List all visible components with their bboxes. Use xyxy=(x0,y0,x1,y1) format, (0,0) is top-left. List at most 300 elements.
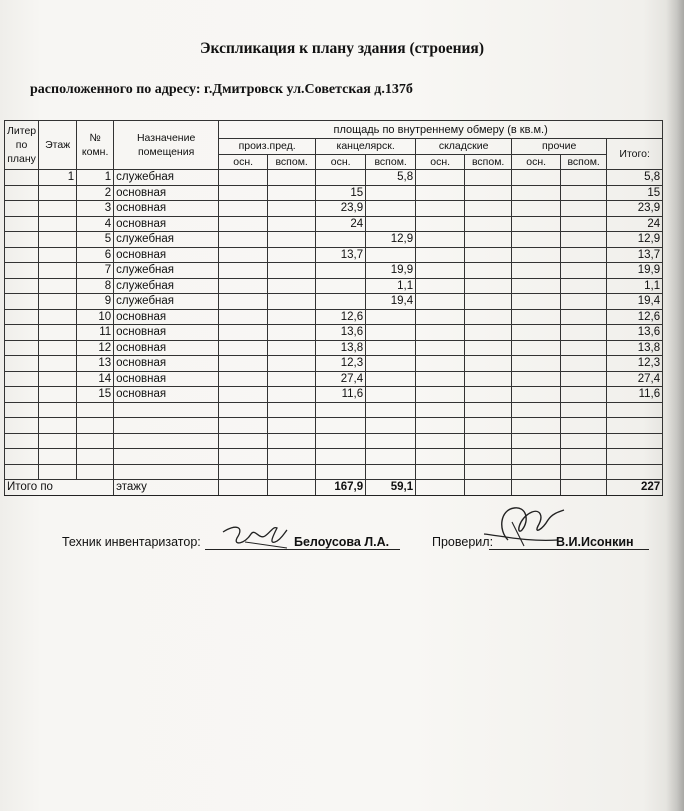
cell-office-aux xyxy=(366,356,416,372)
checked-label: Проверил: xyxy=(432,535,494,549)
cell-liter xyxy=(5,340,39,356)
cell-storage-main xyxy=(416,232,465,248)
cell-purpose: служебная xyxy=(114,294,219,310)
empty-cell xyxy=(77,433,114,449)
cell-other-main xyxy=(512,170,561,186)
empty-cell xyxy=(561,402,607,418)
empty-cell xyxy=(39,449,77,465)
cell-storage-aux xyxy=(465,263,512,279)
empty-cell xyxy=(39,418,77,434)
cell-office-main: 12,6 xyxy=(316,309,366,325)
cell-office-main xyxy=(316,263,366,279)
cell-total: 13,7 xyxy=(607,247,663,263)
total-storage-aux xyxy=(465,480,512,496)
cell-prod-aux xyxy=(268,278,316,294)
cell-total: 12,3 xyxy=(607,356,663,372)
cell-office-aux xyxy=(366,216,416,232)
cell-room-no: 6 xyxy=(77,247,114,263)
header-floor: Этаж xyxy=(39,121,77,170)
cell-other-main xyxy=(512,325,561,341)
cell-other-main xyxy=(512,247,561,263)
empty-cell xyxy=(5,418,39,434)
empty-cell xyxy=(607,433,663,449)
cell-prod-aux xyxy=(268,232,316,248)
cell-prod-aux xyxy=(268,263,316,279)
cell-total: 13,6 xyxy=(607,325,663,341)
cell-total: 27,4 xyxy=(607,371,663,387)
cell-storage-aux xyxy=(465,294,512,310)
cell-room-no: 1 xyxy=(77,170,114,186)
cell-liter xyxy=(5,185,39,201)
cell-storage-aux xyxy=(465,371,512,387)
empty-cell xyxy=(77,402,114,418)
header-purpose: Назначение помещения xyxy=(114,121,219,170)
empty-cell xyxy=(607,402,663,418)
cell-office-aux xyxy=(366,185,416,201)
document-title: Экспликация к плану здания (строения) xyxy=(200,40,484,57)
header-liter: Литер по плану xyxy=(5,121,39,170)
cell-office-main xyxy=(316,232,366,248)
header-sub-aux: вспом. xyxy=(561,154,607,170)
cell-purpose: основная xyxy=(114,201,219,217)
cell-room-no: 4 xyxy=(77,216,114,232)
cell-purpose: служебная xyxy=(114,170,219,186)
cell-office-aux: 1,1 xyxy=(366,278,416,294)
empty-cell xyxy=(114,449,219,465)
empty-cell xyxy=(316,418,366,434)
cell-storage-aux xyxy=(465,278,512,294)
cell-office-aux xyxy=(366,309,416,325)
cell-storage-main xyxy=(416,356,465,372)
table-row xyxy=(5,325,663,341)
table-row xyxy=(5,309,663,325)
empty-cell xyxy=(114,402,219,418)
empty-cell xyxy=(219,464,268,480)
empty-cell xyxy=(366,464,416,480)
cell-storage-main xyxy=(416,387,465,403)
empty-cell xyxy=(268,449,316,465)
cell-storage-main xyxy=(416,201,465,217)
cell-floor xyxy=(39,387,77,403)
cell-storage-aux xyxy=(465,340,512,356)
empty-cell xyxy=(366,433,416,449)
cell-floor xyxy=(39,325,77,341)
cell-other-aux xyxy=(561,247,607,263)
header-room-no: № комн. xyxy=(77,121,114,170)
cell-office-aux xyxy=(366,247,416,263)
cell-liter xyxy=(5,216,39,232)
empty-cell xyxy=(219,418,268,434)
cell-storage-main xyxy=(416,325,465,341)
empty-cell xyxy=(114,464,219,480)
cell-office-main xyxy=(316,170,366,186)
scan-edge-shadow xyxy=(666,0,684,811)
cell-other-main xyxy=(512,216,561,232)
empty-cell xyxy=(561,433,607,449)
empty-cell xyxy=(219,402,268,418)
total-label-right: этажу xyxy=(114,480,219,496)
cell-storage-aux xyxy=(465,201,512,217)
cell-office-main xyxy=(316,278,366,294)
empty-cell xyxy=(268,464,316,480)
cell-prod-aux xyxy=(268,201,316,217)
cell-office-aux: 19,4 xyxy=(366,294,416,310)
cell-office-main: 24 xyxy=(316,216,366,232)
cell-floor xyxy=(39,216,77,232)
cell-floor xyxy=(39,278,77,294)
empty-cell xyxy=(416,418,465,434)
header-total: Итого: xyxy=(607,139,663,170)
empty-cell xyxy=(465,449,512,465)
table-row xyxy=(5,263,663,279)
cell-prod-main xyxy=(219,170,268,186)
empty-cell xyxy=(465,418,512,434)
empty-cell xyxy=(512,464,561,480)
empty-cell xyxy=(114,433,219,449)
empty-cell xyxy=(416,433,465,449)
empty-cell xyxy=(5,433,39,449)
empty-cell xyxy=(366,418,416,434)
empty-cell xyxy=(5,449,39,465)
table-row xyxy=(5,201,663,217)
cell-total: 11,6 xyxy=(607,387,663,403)
cell-purpose: основная xyxy=(114,247,219,263)
total-prod-main xyxy=(219,480,268,496)
empty-row xyxy=(5,402,663,418)
empty-cell xyxy=(561,449,607,465)
empty-cell xyxy=(465,433,512,449)
cell-room-no: 2 xyxy=(77,185,114,201)
cell-prod-main xyxy=(219,216,268,232)
cell-room-no: 13 xyxy=(77,356,114,372)
empty-cell xyxy=(316,449,366,465)
cell-other-aux xyxy=(561,340,607,356)
empty-cell xyxy=(561,418,607,434)
table-row xyxy=(5,371,663,387)
cell-floor xyxy=(39,232,77,248)
cell-total: 12,6 xyxy=(607,309,663,325)
empty-cell xyxy=(316,464,366,480)
total-other-aux xyxy=(561,480,607,496)
cell-office-main: 23,9 xyxy=(316,201,366,217)
cell-office-main xyxy=(316,294,366,310)
cell-office-main: 11,6 xyxy=(316,387,366,403)
cell-liter xyxy=(5,356,39,372)
total-prod-aux xyxy=(268,480,316,496)
table-body xyxy=(5,170,663,496)
cell-floor xyxy=(39,247,77,263)
empty-cell xyxy=(268,418,316,434)
cell-storage-aux xyxy=(465,387,512,403)
total-storage-main xyxy=(416,480,465,496)
cell-floor xyxy=(39,201,77,217)
table-row xyxy=(5,340,663,356)
empty-cell xyxy=(316,402,366,418)
total-label-left: Итого по xyxy=(5,480,114,496)
cell-liter xyxy=(5,201,39,217)
cell-storage-main xyxy=(416,294,465,310)
cell-total: 12,9 xyxy=(607,232,663,248)
cell-prod-main xyxy=(219,263,268,279)
cell-room-no: 14 xyxy=(77,371,114,387)
cell-storage-main xyxy=(416,371,465,387)
cell-storage-main xyxy=(416,340,465,356)
cell-room-no: 11 xyxy=(77,325,114,341)
cell-prod-main xyxy=(219,340,268,356)
empty-cell xyxy=(465,402,512,418)
cell-office-aux: 19,9 xyxy=(366,263,416,279)
header-group-storage: складские xyxy=(416,139,512,155)
cell-room-no: 9 xyxy=(77,294,114,310)
cell-liter xyxy=(5,247,39,263)
cell-office-aux xyxy=(366,201,416,217)
empty-cell xyxy=(465,464,512,480)
table-row xyxy=(5,278,663,294)
cell-prod-aux xyxy=(268,356,316,372)
cell-floor xyxy=(39,294,77,310)
total-sum: 227 xyxy=(607,480,663,496)
empty-cell xyxy=(416,402,465,418)
cell-prod-aux xyxy=(268,185,316,201)
cell-office-main: 13,6 xyxy=(316,325,366,341)
cell-storage-main xyxy=(416,185,465,201)
cell-storage-aux xyxy=(465,356,512,372)
header-area-group: площадь по внутреннему обмеру (в кв.м.) xyxy=(219,121,663,139)
cell-liter xyxy=(5,371,39,387)
header-group-other: прочие xyxy=(512,139,607,155)
cell-purpose: служебная xyxy=(114,232,219,248)
cell-purpose: основная xyxy=(114,325,219,341)
cell-room-no: 8 xyxy=(77,278,114,294)
cell-office-aux xyxy=(366,325,416,341)
cell-prod-main xyxy=(219,294,268,310)
cell-purpose: служебная xyxy=(114,263,219,279)
empty-cell xyxy=(316,433,366,449)
cell-other-aux xyxy=(561,216,607,232)
cell-office-aux: 12,9 xyxy=(366,232,416,248)
cell-storage-main xyxy=(416,263,465,279)
cell-room-no: 3 xyxy=(77,201,114,217)
cell-prod-aux xyxy=(268,371,316,387)
empty-cell xyxy=(5,402,39,418)
cell-other-aux xyxy=(561,232,607,248)
cell-prod-aux xyxy=(268,340,316,356)
cell-prod-main xyxy=(219,387,268,403)
header-sub-main: осн. xyxy=(316,154,366,170)
empty-cell xyxy=(416,464,465,480)
cell-total: 13,8 xyxy=(607,340,663,356)
cell-other-main xyxy=(512,201,561,217)
cell-office-aux xyxy=(366,340,416,356)
cell-purpose: основная xyxy=(114,185,219,201)
explication-table xyxy=(4,120,663,496)
empty-cell xyxy=(219,433,268,449)
header-group-production: произ.пред. xyxy=(219,139,316,155)
cell-liter xyxy=(5,387,39,403)
empty-cell xyxy=(39,402,77,418)
cell-other-aux xyxy=(561,185,607,201)
cell-liter xyxy=(5,294,39,310)
cell-room-no: 10 xyxy=(77,309,114,325)
cell-liter xyxy=(5,170,39,186)
cell-other-main xyxy=(512,294,561,310)
total-office-main: 167,9 xyxy=(316,480,366,496)
empty-cell xyxy=(39,464,77,480)
cell-office-main: 12,3 xyxy=(316,356,366,372)
cell-prod-aux xyxy=(268,309,316,325)
total-office-aux: 59,1 xyxy=(366,480,416,496)
cell-other-main xyxy=(512,309,561,325)
empty-cell xyxy=(219,449,268,465)
cell-floor xyxy=(39,309,77,325)
total-row xyxy=(5,480,663,496)
cell-storage-main xyxy=(416,216,465,232)
empty-cell xyxy=(268,402,316,418)
empty-cell xyxy=(77,464,114,480)
cell-other-aux xyxy=(561,278,607,294)
cell-office-main: 15 xyxy=(316,185,366,201)
header-sub-aux: вспом. xyxy=(366,154,416,170)
table-row xyxy=(5,294,663,310)
empty-cell xyxy=(5,464,39,480)
cell-total: 19,4 xyxy=(607,294,663,310)
cell-floor xyxy=(39,185,77,201)
cell-liter xyxy=(5,309,39,325)
cell-storage-main xyxy=(416,247,465,263)
cell-storage-aux xyxy=(465,247,512,263)
cell-prod-aux xyxy=(268,294,316,310)
cell-floor: 1 xyxy=(39,170,77,186)
cell-storage-aux xyxy=(465,325,512,341)
table-row xyxy=(5,185,663,201)
checked-signature xyxy=(478,500,568,550)
header-group-office: канцелярск. xyxy=(316,139,416,155)
empty-cell xyxy=(39,433,77,449)
table-row xyxy=(5,232,663,248)
table-row xyxy=(5,247,663,263)
cell-total: 19,9 xyxy=(607,263,663,279)
header-sub-aux: вспом. xyxy=(268,154,316,170)
cell-floor xyxy=(39,263,77,279)
cell-other-main xyxy=(512,185,561,201)
cell-liter xyxy=(5,232,39,248)
cell-other-aux xyxy=(561,201,607,217)
cell-other-main xyxy=(512,340,561,356)
cell-prod-main xyxy=(219,232,268,248)
cell-floor xyxy=(39,356,77,372)
cell-other-main xyxy=(512,356,561,372)
cell-purpose: основная xyxy=(114,340,219,356)
cell-prod-main xyxy=(219,309,268,325)
cell-prod-main xyxy=(219,278,268,294)
technician-name: Белоусова Л.А. xyxy=(294,535,390,549)
table-row xyxy=(5,356,663,372)
empty-cell xyxy=(366,449,416,465)
empty-cell xyxy=(366,402,416,418)
empty-cell xyxy=(607,449,663,465)
cell-other-aux xyxy=(561,371,607,387)
empty-cell xyxy=(512,433,561,449)
cell-office-main: 13,8 xyxy=(316,340,366,356)
cell-total: 24 xyxy=(607,216,663,232)
cell-purpose: основная xyxy=(114,356,219,372)
technician-signature xyxy=(215,518,295,554)
cell-room-no: 12 xyxy=(77,340,114,356)
cell-liter xyxy=(5,325,39,341)
cell-office-aux xyxy=(366,387,416,403)
cell-storage-main xyxy=(416,170,465,186)
cell-other-aux xyxy=(561,325,607,341)
table-row xyxy=(5,387,663,403)
empty-cell xyxy=(77,418,114,434)
empty-row xyxy=(5,449,663,465)
cell-liter xyxy=(5,278,39,294)
cell-liter xyxy=(5,263,39,279)
cell-storage-aux xyxy=(465,232,512,248)
cell-other-aux xyxy=(561,309,607,325)
empty-row xyxy=(5,433,663,449)
cell-room-no: 7 xyxy=(77,263,114,279)
cell-room-no: 15 xyxy=(77,387,114,403)
header-sub-main: осн. xyxy=(219,154,268,170)
cell-purpose: основная xyxy=(114,309,219,325)
cell-office-main: 27,4 xyxy=(316,371,366,387)
cell-purpose: служебная xyxy=(114,278,219,294)
cell-prod-aux xyxy=(268,216,316,232)
cell-purpose: основная xyxy=(114,216,219,232)
cell-storage-main xyxy=(416,309,465,325)
cell-prod-main xyxy=(219,185,268,201)
cell-storage-aux xyxy=(465,185,512,201)
cell-prod-aux xyxy=(268,387,316,403)
table-row xyxy=(5,170,663,186)
cell-prod-main xyxy=(219,247,268,263)
empty-cell xyxy=(268,433,316,449)
empty-cell xyxy=(607,418,663,434)
empty-cell xyxy=(416,449,465,465)
table-row xyxy=(5,216,663,232)
cell-floor xyxy=(39,371,77,387)
cell-purpose: основная xyxy=(114,371,219,387)
cell-other-main xyxy=(512,263,561,279)
cell-prod-main xyxy=(219,371,268,387)
cell-prod-aux xyxy=(268,247,316,263)
cell-floor xyxy=(39,340,77,356)
cell-other-main xyxy=(512,371,561,387)
cell-purpose: основная xyxy=(114,387,219,403)
cell-prod-main xyxy=(219,201,268,217)
empty-cell xyxy=(512,418,561,434)
technician-label: Техник инвентаризатор: xyxy=(62,535,201,549)
empty-row xyxy=(5,464,663,480)
header-sub-main: осн. xyxy=(512,154,561,170)
cell-prod-main xyxy=(219,356,268,372)
cell-office-main: 13,7 xyxy=(316,247,366,263)
checked-name: В.И.Исонкин xyxy=(556,535,634,549)
empty-cell xyxy=(512,449,561,465)
cell-room-no: 5 xyxy=(77,232,114,248)
cell-prod-main xyxy=(219,325,268,341)
cell-other-aux xyxy=(561,387,607,403)
cell-office-aux xyxy=(366,371,416,387)
empty-cell xyxy=(77,449,114,465)
cell-other-aux xyxy=(561,263,607,279)
empty-cell xyxy=(607,464,663,480)
cell-office-aux: 5,8 xyxy=(366,170,416,186)
empty-cell xyxy=(561,464,607,480)
header-sub-main: осн. xyxy=(416,154,465,170)
cell-total: 5,8 xyxy=(607,170,663,186)
